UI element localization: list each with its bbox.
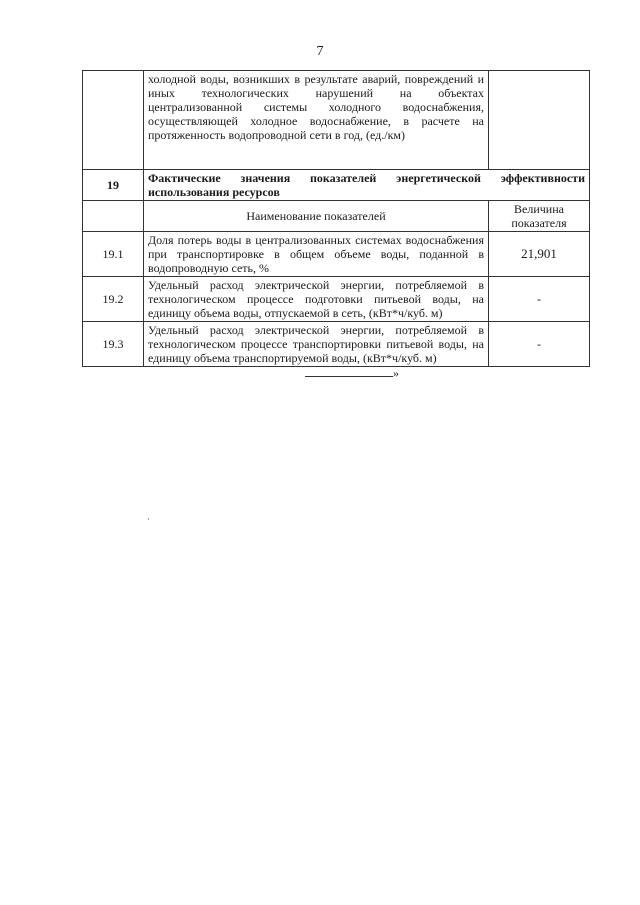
closing-quote: » — [393, 366, 399, 380]
table-row-continued — [83, 71, 590, 170]
continued-row-text: холодной воды, возникших в результате аварий, повреждений и иных технологических нарушений на объектах централизованной системы холодного водоснабжения, осуществляющей холодное водоснабжение, в расчете на протяженность водопроводной сети в год, (ед./км) — [144, 71, 489, 170]
row-text: Удельный расход электрической энергии, потребляемой в технологическом процессе транспортировки питьевой воды, на единицу объема транспортируемой воды, (кВт*ч/куб. м) — [144, 322, 489, 367]
row-value: 21,901 — [489, 232, 590, 277]
row-number: 19.3 — [83, 322, 144, 367]
indicators-table — [82, 70, 590, 367]
section-title: Фактические значения показателей энергетической эффективности использования ресурсов — [144, 170, 590, 201]
table-row — [83, 322, 590, 367]
signature-underline — [305, 367, 393, 377]
row-number: 19.2 — [83, 277, 144, 322]
row-text: Доля потерь воды в централизованных системах водоснабжения при транспортировке в общем объеме воды, поданной в водопроводную сеть, % — [144, 232, 489, 277]
row-value: - — [489, 322, 590, 367]
section-header-row — [83, 170, 590, 201]
empty-number-cell — [83, 71, 144, 170]
page-number: 7 — [316, 44, 324, 59]
row-number: 19.1 — [83, 232, 144, 277]
row-value: - — [489, 277, 590, 322]
table-row — [83, 232, 590, 277]
empty-number-cell — [83, 201, 144, 232]
scan-speck — [148, 518, 149, 520]
column-header-name: Наименование показателей — [144, 201, 489, 232]
column-header-value: Величина показателя — [489, 201, 590, 232]
table-row — [83, 277, 590, 322]
closing-line — [305, 366, 399, 381]
row-text: Удельный расход электрической энергии, потребляемой в технологическом процессе подготовки питьевой воды, на единицу объема воды, отпускаемой в сеть, (кВт*ч/куб. м) — [144, 277, 489, 322]
empty-value-cell — [489, 71, 590, 170]
section-number: 19 — [83, 170, 144, 201]
column-header-row — [83, 201, 590, 232]
